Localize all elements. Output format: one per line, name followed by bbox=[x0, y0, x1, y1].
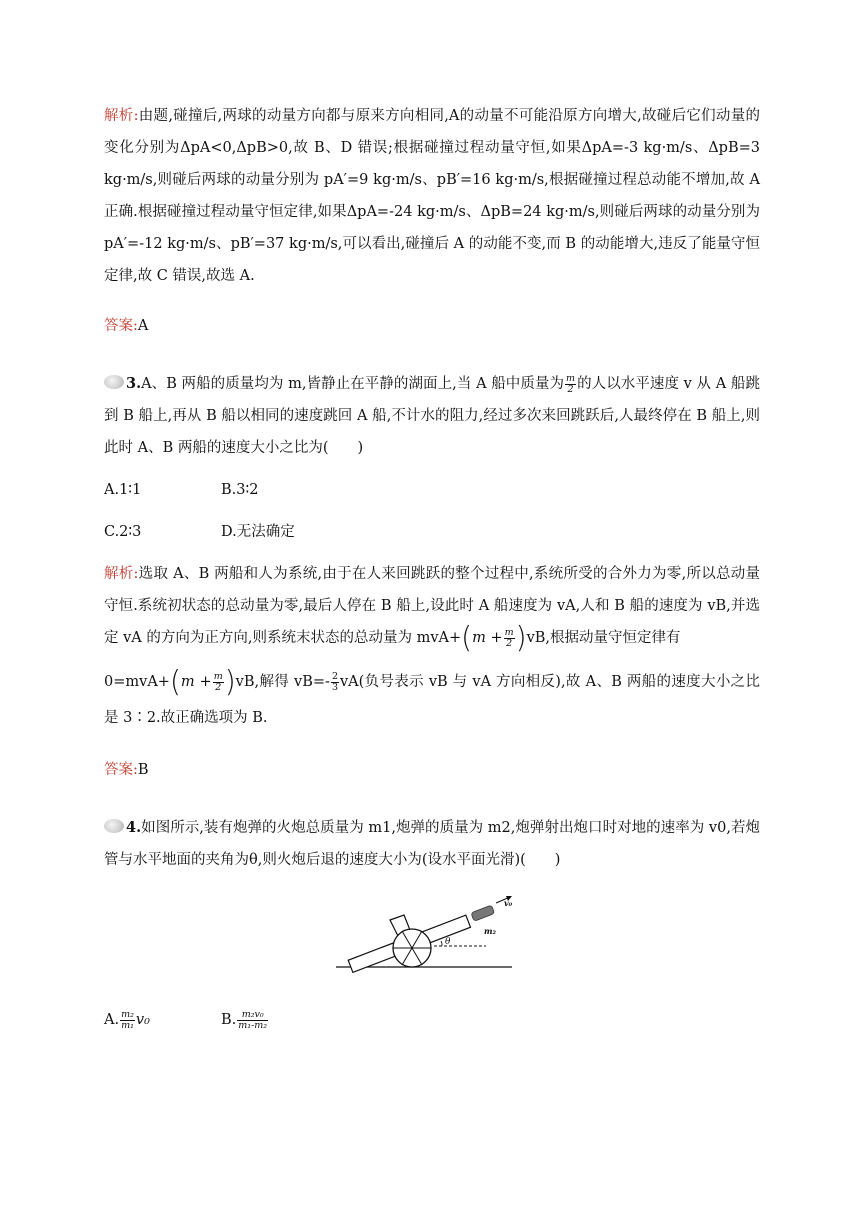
option-b: B.3∶2 bbox=[221, 482, 259, 498]
q2-answer bbox=[104, 310, 760, 342]
q3-equation: 0=mvA+(m + $\frac{m}{2}$ )vB,解得 vB=- $\frac{2}{3}$ vA(负号表示 vB 与 vA 方向相反),故 A、B 两船的速度大小之比是 3∶2.故正确选项为 B. bbox=[104, 664, 760, 726]
option-b: B. $\frac{\text{m₂v₀}}{\text{m₁-m₂}}$ bbox=[221, 1008, 268, 1031]
q3-analysis: 解析:选取 A、B 两船和人为系统,由于在人来回跳跃的整个过程中,系统所受的合外力为零,所以总动量守恒.系统初状态的总动量为零,最后人停在 B 船上,设此时 A 船速度为 vA,人和 B 船的速度为 vB,并选定 vA 的方向为正方向,则系统末状态的总动量为 mvA+(m + $\frac{m}{2}$ )vB,根据动量守恒定律有 bbox=[104, 566, 760, 655]
option-a: A. $\frac{\text{m₂}}{\text{m₁}}$ v₀ bbox=[104, 1008, 150, 1031]
math-expr: m + bbox=[472, 630, 503, 646]
question-number: 3. bbox=[126, 375, 142, 392]
q3-stem-text: A、B 两船的质量均为 m,皆静止在平静的湖面上,当 A 船中质量为 bbox=[141, 376, 565, 392]
equation-mid: vB,解得 vB=- bbox=[235, 674, 330, 690]
analysis-label: 解析: bbox=[104, 108, 139, 124]
q3-answer bbox=[104, 754, 760, 786]
option-d: D.无法确定 bbox=[221, 524, 295, 540]
analysis-label: 解析: bbox=[104, 566, 139, 582]
question-marker-icon bbox=[104, 819, 124, 833]
q4-stem-text: 如图所示,装有炮弹的火炮总质量为 m1,炮弹的质量为 m2,炮弹射出炮口时对地的速率为 v0,若炮管与水平地面的夹角为θ,则火炮后退的速度大小为(设水平面光滑)( ) bbox=[104, 820, 760, 868]
cannon-diagram bbox=[336, 882, 516, 982]
question-number: 4. bbox=[126, 819, 142, 836]
fraction: $\frac{2}{3}$ bbox=[331, 670, 338, 693]
cannon-figure bbox=[336, 882, 516, 982]
angle-label: θ bbox=[445, 937, 451, 947]
q4-stem bbox=[104, 812, 760, 876]
q3-stem bbox=[104, 368, 760, 464]
shell-mass-label: m₂ bbox=[484, 926, 496, 936]
options-row bbox=[104, 1000, 760, 1040]
equation-start: 0=mvA+ bbox=[104, 674, 170, 690]
fraction: $\frac{m}{2}$ bbox=[566, 372, 576, 395]
equation-end: vA(负号表示 vB 与 vA 方向相反),故 A、B 两船的速度大小之比是 3∶2.故正确选项为 B. bbox=[104, 674, 760, 726]
document-page bbox=[104, 100, 760, 1040]
question-marker-icon bbox=[104, 375, 124, 389]
q3-analysis-text: 选取 A、B 两船和人为系统,由于在人来回跳跃的整个过程中,系统所受的合外力为零,所以总动量守恒.系统初状态的总动量为零,最后人停在 B 船上,设此时 A 船速度为 vA,人和 B 船的速度为 vB,并选定 vA 的方向为正方向,则系统末状态的总动量为 mvA+ bbox=[104, 566, 760, 646]
answer-label: 答案: bbox=[104, 762, 138, 778]
fraction: $\frac{m}{2}$ bbox=[213, 670, 223, 693]
answer-value: B bbox=[137, 762, 149, 778]
velocity-label: v₀ bbox=[504, 898, 513, 908]
math-expr: m + bbox=[180, 674, 212, 690]
q2-analysis bbox=[104, 100, 760, 292]
q3-stem-text-2: 的人以水平速度 v 从 A 船跳到 B 船上,再从 B 船以相同的速度跳回 A 船,不计水的阻力,经过多次来回跳跃后,人最终停在 B 船上,则此时 A、B 两船的速度大小之比为( ) bbox=[104, 376, 760, 456]
option-c: C.2∶3 bbox=[104, 524, 142, 540]
options-row bbox=[104, 516, 760, 548]
fraction: $\frac{m}{2}$ bbox=[504, 626, 514, 649]
options-row bbox=[104, 474, 760, 506]
answer-value: A bbox=[137, 318, 149, 334]
answer-label: 答案: bbox=[104, 318, 138, 334]
shell-shape bbox=[471, 905, 495, 921]
angle-arc bbox=[441, 941, 442, 946]
q2-analysis-text: 由题,碰撞后,两球的动量方向都与原来方向相同,A的动量不可能沿原方向增大,故碰后它们动量的变化分别为ΔpA<0,ΔpB>0,故 B、D 错误;根据碰撞过程动量守恒,如果ΔpA=-3 kg·m/s、ΔpB=3 kg·m/s,则碰后两球的动量分别为 pA′=9 kg·m/s、pB′=16 kg·m/s,根据碰撞过程总动能不增加,故 A 正确.根据碰撞过程动量守恒定律,如果ΔpA=-24 kg·m/s、ΔpB=24 kg·m/s,则碰后两球的动量分别为 pA′=-12 kg·m/s、pB′=37 kg·m/s,可以看出,碰撞后 A 的动能不变,而 B 的动能增大,违反了能量守恒定律,故 C 错误,故选 A. bbox=[104, 108, 761, 284]
option-a: A.1∶1 bbox=[104, 482, 142, 498]
q3-analysis-text-2: vB,根据动量守恒定律有 bbox=[526, 630, 681, 646]
